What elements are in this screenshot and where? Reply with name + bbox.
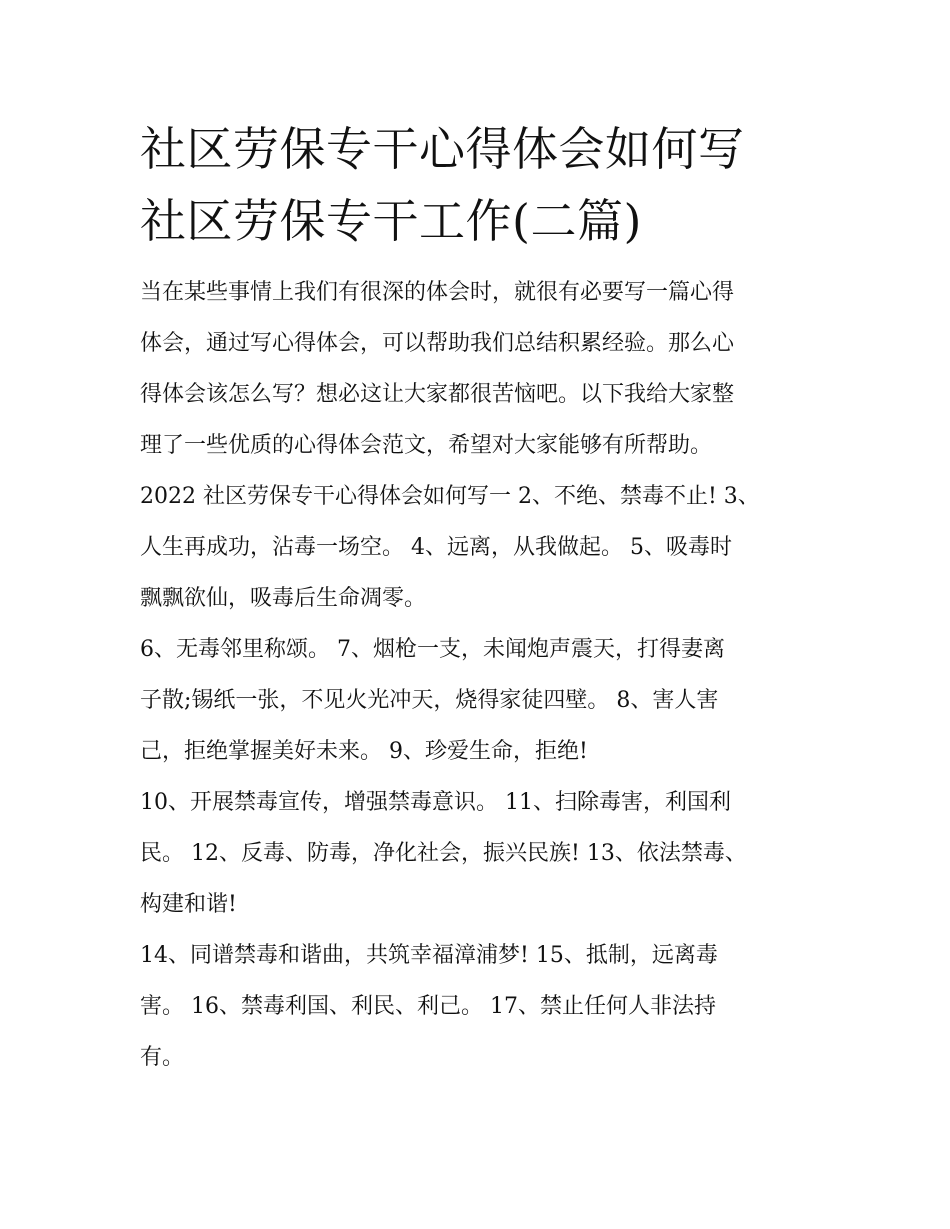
document-title: [140, 113, 820, 257]
text-line: 害。 16、禁毒利国、利民、利己。 17、禁止任何人非法持: [140, 994, 716, 1019]
text-line: 得体会该怎么写？想必这让大家都很苦恼吧。以下我给大家整: [140, 382, 735, 407]
document-body: [140, 267, 820, 1083]
text-line: 14、同谱禁毒和谐曲，共筑幸福漳浦梦! 15、抵制，远离毒: [140, 943, 718, 968]
intro-paragraph: [140, 267, 820, 471]
slogan-paragraph: [140, 624, 820, 777]
text-line: 当在某些事情上我们有很深的体会时，就很有必要写一篇心得: [140, 280, 735, 305]
text-line: 理了一些优质的心得体会范文，希望对大家能够有所帮助。: [140, 433, 713, 458]
text-line: 民。 12、反毒、防毒，净化社会，振兴民族! 13、依法禁毒、: [140, 841, 747, 866]
text-line: 2022 社区劳保专干心得体会如何写一 2、不绝、禁毒不止! 3、: [140, 484, 760, 509]
text-line: 体会，通过写心得体会，可以帮助我们总结积累经验。那么心: [140, 331, 735, 356]
text-line: 子散;锡纸一张，不见火光冲天，烧得家徒四壁。 8、害人害: [140, 688, 719, 713]
title-line: 社区劳保专干心得体会如何写: [140, 122, 745, 176]
text-line: 飘飘欲仙，吸毒后生命凋零。: [140, 586, 427, 611]
slogan-paragraph: [140, 471, 820, 624]
text-line: 人生再成功，沾毒一场空。 4、远离，从我做起。 5、吸毒时: [140, 535, 732, 560]
text-line: 构建和谐!: [140, 892, 237, 917]
document-content: [140, 113, 820, 1083]
slogan-paragraph: [140, 777, 820, 930]
text-line: 己，拒绝掌握美好未来。 9、珍爱生命，拒绝!: [140, 739, 588, 764]
title-line: 社区劳保专干工作(二篇): [140, 194, 642, 248]
slogan-paragraph: [140, 930, 820, 1083]
text-line: 10、开展禁毒宣传，增强禁毒意识。 11、扫除毒害，利国利: [140, 790, 731, 815]
text-line: 有。: [140, 1045, 185, 1070]
text-line: 6、无毒邻里称颂。 7、烟枪一支，未闻炮声震天，打得妻离: [140, 637, 725, 662]
